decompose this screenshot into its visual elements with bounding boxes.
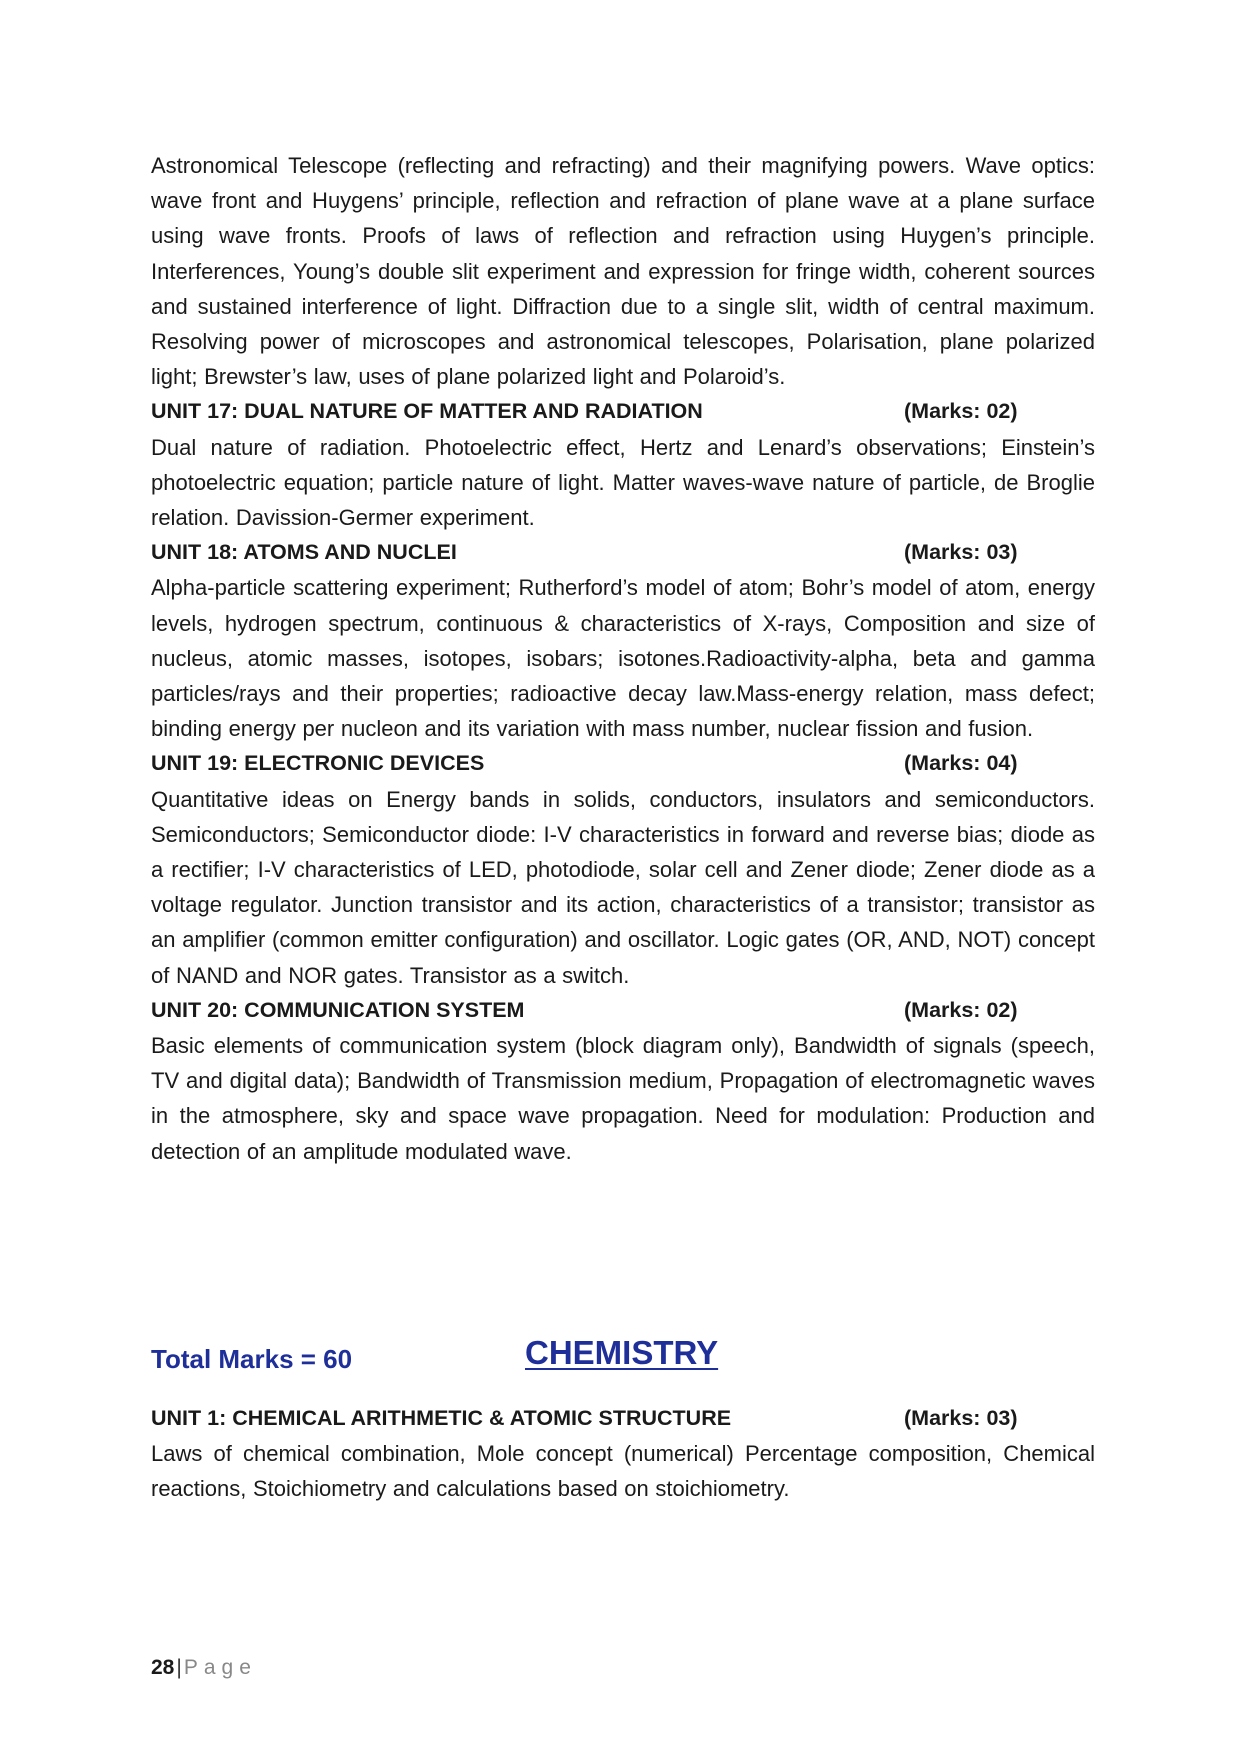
- unit-title: UNIT 1: CHEMICAL ARITHMETIC & ATOMIC STRUCTURE: [151, 1406, 732, 1430]
- unit-marks: (Marks: 03): [904, 540, 1018, 565]
- unit-18-heading: [151, 535, 1095, 570]
- unit-title: UNIT 18: ATOMS AND NUCLEI: [151, 540, 457, 565]
- unit-title: UNIT 17: DUAL NATURE OF MATTER AND RADIATION: [151, 399, 703, 424]
- chem-unit-1-heading: [151, 1401, 1095, 1436]
- unit-19-body: Quantitative ideas on Energy bands in solids, conductors, insulators and semiconductors. Semiconductors; Semiconductor diode: I-V characteristics in forward and reverse bias; diode as a rectifier; I-V characteristics of LED, photodiode, solar cell and Zener diode; Zener diode as a voltage regulator. Junction transistor and its action, characteristics of a transistor; transistor as an amplifier (common emitter configuration) and oscillator. Logic gates (OR, AND, NOT) concept of NAND and NOR gates. Transistor as a switch.: [151, 786, 1095, 988]
- unit-marks: (Marks: 02): [904, 399, 1018, 424]
- chemistry-section: [151, 1401, 1095, 1507]
- total-marks: Total Marks = 60: [151, 1344, 353, 1374]
- unit-marks: (Marks: 04): [904, 751, 1018, 776]
- page-label: Page: [183, 1656, 257, 1679]
- unit-17-heading: [151, 394, 1095, 429]
- unit-17-body: Dual nature of radiation. Photoelectric effect, Hertz and Lenard’s observations; Einstein’s photoelectric equation; particle nature of light. Matter waves-wave nature of particle, de Broglie relation. Davission-Germer experiment.: [151, 434, 1095, 531]
- subject-title: CHEMISTRY: [525, 1334, 719, 1371]
- intro-paragraph: Astronomical Telescope (reflecting and refracting) and their magnifying powers. Wave optics: wave front and Huygens’ principle, reflection and refraction of plane wave at a plane surface using wave fronts. Proofs of laws of reflection and refraction using Huygen’s principle. Interferences, Young’s double slit experiment and expression for fringe width, coherent sources and sustained interference of light. Diffraction due to a single slit, width of central maximum. Resolving power of microscopes and astronomical telescopes, Polarisation, plane polarized light; Brewster’s law, uses of plane polarized light and Polaroid’s.: [151, 153, 1095, 390]
- chemistry-header: [151, 1334, 1095, 1384]
- unit-20-body: Basic elements of communication system (block diagram only), Bandwidth of signals (speech, TV and digital data); Bandwidth of Transmission medium, Propagation of electromagnetic waves in the atmosphere, sky and space wave propagation. Need for modulation: Production and detection of an amplitude modulated wave.: [151, 1033, 1095, 1164]
- page-number: 28: [151, 1656, 175, 1679]
- page-footer: [151, 1654, 257, 1682]
- unit-20-heading: [151, 993, 1095, 1028]
- unit-title: UNIT 20: COMMUNICATION SYSTEM: [151, 997, 525, 1022]
- footer-separator: |: [176, 1656, 182, 1679]
- unit-19-heading: [151, 746, 1095, 781]
- unit-marks: (Marks: 02): [904, 997, 1018, 1022]
- physics-section: [151, 148, 1095, 1169]
- unit-18-body: Alpha-particle scattering experiment; Rutherford’s model of atom; Bohr’s model of atom, energy levels, hydrogen spectrum, continuous & characteristics of X-rays, Composition and size of nucleus, atomic masses, isotopes, isobars; isotones.Radioactivity-alpha, beta and gamma particles/rays and their properties; radioactive decay law.Mass-energy relation, mass defect; binding energy per nucleon and its variation with mass number, nuclear fission and fusion.: [151, 575, 1095, 742]
- chem-unit-1-body: Laws of chemical combination, Mole concept (numerical) Percentage composition, Chemical reactions, Stoichiometry and calculations based on stoichiometry.: [151, 1441, 1095, 1502]
- unit-title: UNIT 19: ELECTRONIC DEVICES: [151, 751, 485, 776]
- unit-marks: (Marks: 03): [904, 1406, 1018, 1430]
